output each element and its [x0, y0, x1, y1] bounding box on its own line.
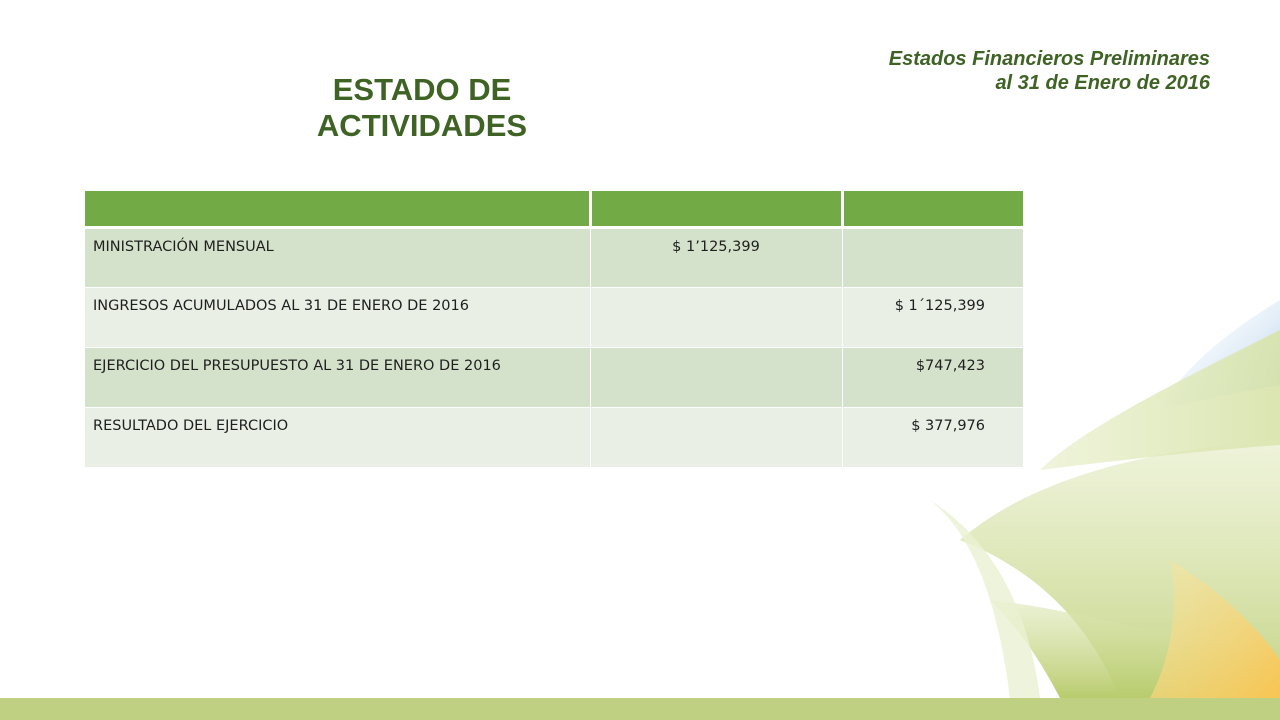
subtitle-line-2: al 31 de Enero de 2016 — [995, 72, 1210, 94]
total-cell: $ 1´125,399 — [842, 288, 1023, 348]
amount-cell: $ 1’125,399 — [590, 228, 842, 288]
amount-cell — [590, 348, 842, 408]
page-title — [262, 72, 582, 144]
table-row — [85, 348, 1023, 408]
report-subtitle — [690, 47, 1210, 95]
table-header-row — [85, 191, 1023, 228]
concept-cell: EJERCICIO DEL PRESUPUESTO AL 31 DE ENERO DE 2016 — [85, 348, 590, 408]
concept-cell: INGRESOS ACUMULADOS AL 31 DE ENERO DE 2016 — [85, 288, 590, 348]
page-title-line-1: ESTADO DE — [332, 72, 512, 107]
table-row — [85, 288, 1023, 348]
subtitle-line-1: Estados Financieros Preliminares — [888, 48, 1210, 70]
total-cell: $ 377,976 — [842, 408, 1023, 468]
activities-table — [85, 191, 1023, 468]
concept-cell: MINISTRACIÓN MENSUAL — [85, 228, 590, 288]
concept-cell: RESULTADO DEL EJERCICIO — [85, 408, 590, 468]
table-row — [85, 408, 1023, 468]
total-cell — [842, 228, 1023, 288]
page-title-line-2: ACTIVIDADES — [316, 108, 528, 143]
table-header-cell — [842, 191, 1023, 228]
table-header-cell — [85, 191, 590, 228]
total-cell: $747,423 — [842, 348, 1023, 408]
bottom-accent-bar — [0, 698, 1280, 720]
table-header-cell — [590, 191, 842, 228]
amount-cell — [590, 408, 842, 468]
table-row — [85, 228, 1023, 288]
amount-cell — [590, 288, 842, 348]
